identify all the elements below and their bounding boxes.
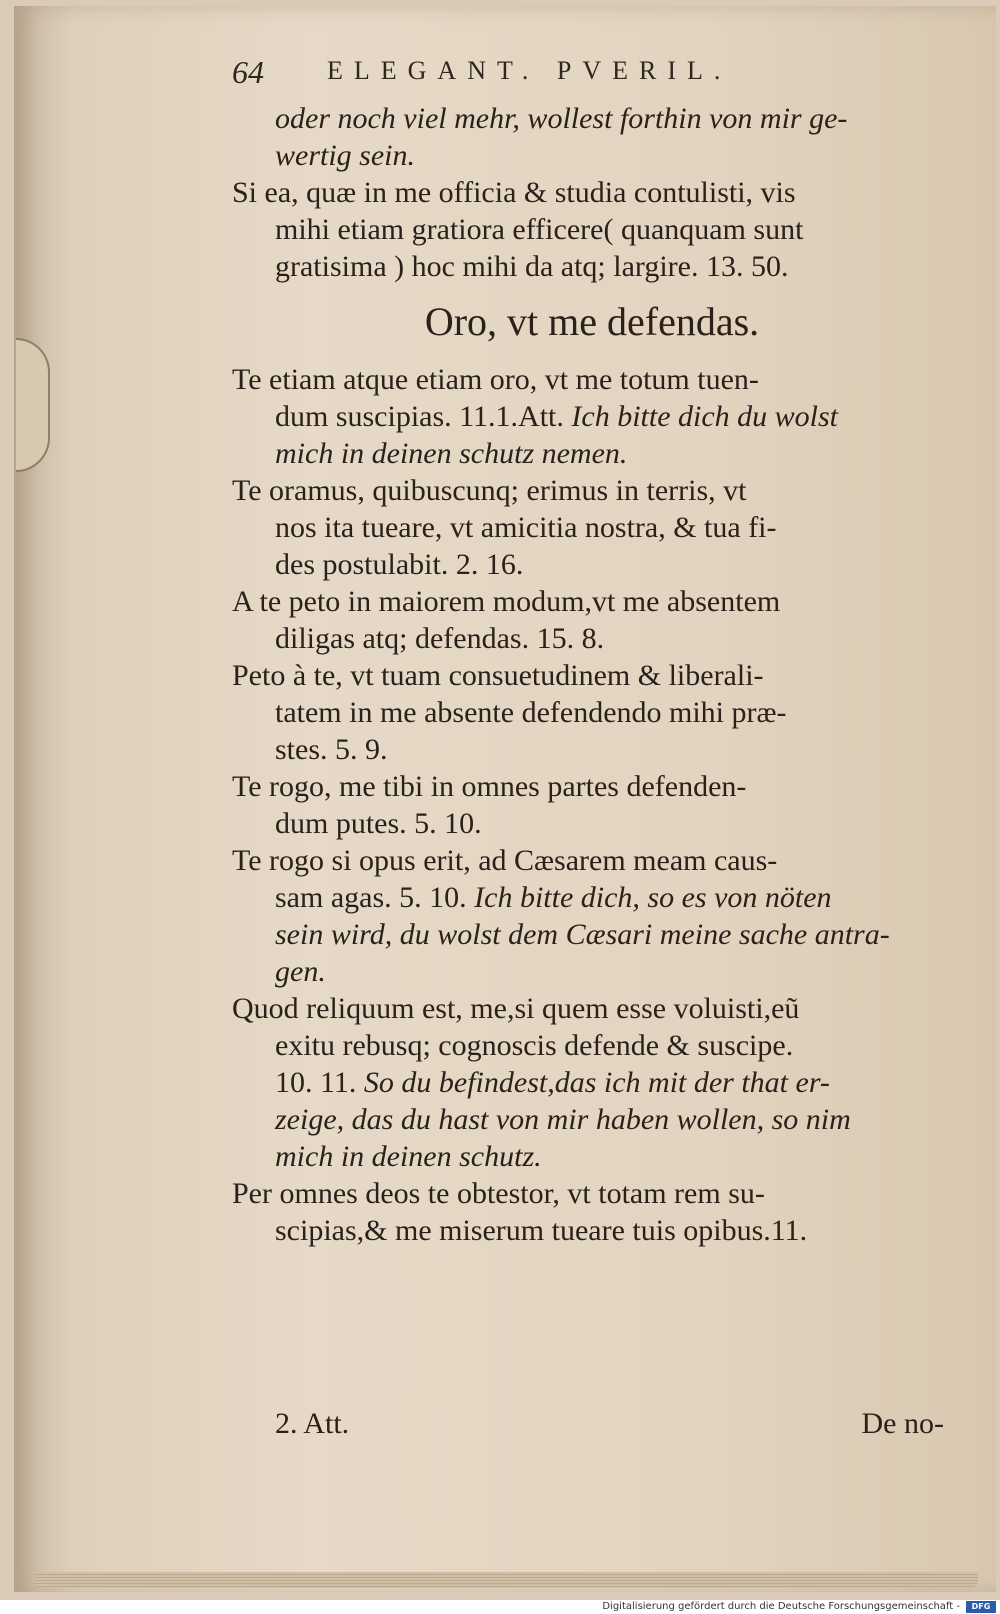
- german-translation: wertig sein.: [275, 139, 415, 172]
- text-line: [232, 1175, 952, 1212]
- latin-text: tatem in me absente defendendo mihi præ-: [275, 696, 787, 729]
- footer: [0, 1600, 1000, 1614]
- latin-text: A te peto in maiorem modum,vt me absentem: [232, 585, 781, 618]
- latin-text: diligas atq; defendas. 15. 8.: [275, 622, 605, 655]
- text-line: [232, 509, 952, 546]
- page-number: 64: [232, 54, 264, 90]
- section-heading: Oro, vt me defendas.: [424, 299, 760, 344]
- latin-text: Peto à te, vt tuam consuetudinem & liberali-: [232, 659, 764, 692]
- german-translation: zeige, das du hast von mir haben wollen, so nim: [275, 1103, 851, 1136]
- text-line: [232, 1027, 952, 1064]
- text-line: [232, 990, 952, 1027]
- entry: [232, 768, 952, 842]
- latin-text: mihi etiam gratiora efficere( quanquam sunt: [275, 213, 804, 246]
- text-line: [232, 361, 952, 398]
- latin-text: Te rogo, me tibi in omnes partes defenden-: [232, 770, 747, 803]
- german-translation: sein wird, du wolst dem Cæsari meine sache antra-: [275, 918, 890, 951]
- footer-credit: Digitalisierung gefördert durch die Deutsche Forschungsgemeinschaft -: [602, 1601, 960, 1612]
- latin-text: sam agas. 5. 10.: [275, 881, 475, 914]
- latin-text: exitu rebusq; cognoscis defende & suscipe.: [275, 1029, 794, 1062]
- latin-text: Te rogo si opus erit, ad Cæsarem meam caus-: [232, 844, 778, 877]
- entry: [232, 657, 952, 768]
- text-line: [232, 1212, 952, 1249]
- text-line: [232, 879, 952, 916]
- text-line: [232, 805, 952, 842]
- text-line: [232, 620, 952, 657]
- latin-text: Te oramus, quibuscunq; erimus in terris, vt: [232, 474, 747, 507]
- entry: [232, 174, 952, 285]
- text-line: [232, 100, 952, 137]
- text-line: [232, 916, 952, 953]
- text-line: [232, 953, 952, 990]
- text-line: [232, 472, 952, 509]
- latin-text: stes. 5. 9.: [275, 733, 388, 766]
- latin-text: nos ita tueare, vt amicitia nostra, & tua fi-: [275, 511, 777, 544]
- text-line: [232, 211, 952, 248]
- text-line: [232, 768, 952, 805]
- entry: [232, 1175, 952, 1249]
- latin-text: Si ea, quæ in me officia & studia contulisti, vis: [232, 176, 796, 209]
- text-line: [232, 583, 952, 620]
- running-title: ELEGANT. PVERIL.: [327, 56, 732, 85]
- text-line: [232, 174, 952, 211]
- text-line: [232, 694, 952, 731]
- german-translation: So du befindest,das ich mit der that er-: [363, 1066, 830, 1099]
- entry: [232, 842, 952, 990]
- text-line: [232, 731, 952, 768]
- catchword: De no-: [861, 1407, 944, 1440]
- german-translation: oder noch viel mehr, wollest forthin von mir ge-: [275, 102, 848, 135]
- latin-text: 10. 11.: [275, 1066, 364, 1099]
- text-line: [232, 842, 952, 879]
- entry: [232, 583, 952, 657]
- entry: [232, 100, 952, 174]
- latin-text: scipias,& me miserum tueare tuis opibus.11.: [275, 1214, 808, 1247]
- dfg-logo: DFG: [966, 1601, 996, 1613]
- latin-text: Te etiam atque etiam oro, vt me totum tuen-: [232, 363, 759, 396]
- text-line: [232, 137, 952, 174]
- text-line: [232, 435, 952, 472]
- text-line: [232, 546, 952, 583]
- text-line: [232, 1101, 952, 1138]
- page-text: [232, 100, 952, 1440]
- latin-text: dum putes. 5. 10.: [275, 807, 482, 840]
- latin-text: des postulabit. 2. 16.: [275, 548, 524, 581]
- page-edge: [34, 1572, 978, 1588]
- text-line: [232, 398, 952, 435]
- catchline: [232, 1405, 952, 1442]
- page-clip: [16, 338, 50, 472]
- latin-text: Per omnes deos te obtestor, vt totam rem su-: [232, 1177, 765, 1210]
- text-line: [232, 657, 952, 694]
- text-line: [232, 1138, 952, 1175]
- german-translation: mich in deinen schutz nemen.: [275, 437, 628, 470]
- signature-mark: 2. Att.: [275, 1407, 350, 1440]
- text-line: [232, 1064, 952, 1101]
- german-translation: Ich bitte dich, so es von nöten: [474, 881, 832, 914]
- german-translation: mich in deinen schutz.: [275, 1140, 542, 1173]
- entry: [232, 361, 952, 472]
- text-line: [232, 248, 952, 285]
- german-translation: Ich bitte dich du wolst: [571, 400, 839, 433]
- entry: [232, 472, 952, 583]
- latin-text: dum suscipias. 11.1.Att.: [275, 400, 572, 433]
- latin-text: Quod reliquum est, me,si quem esse voluisti,eũ: [232, 992, 800, 1025]
- running-head: [232, 54, 952, 94]
- german-translation: gen.: [275, 955, 326, 988]
- entry: [232, 990, 952, 1175]
- latin-text: gratisima ) hoc mihi da atq; largire. 13. 50.: [275, 250, 789, 283]
